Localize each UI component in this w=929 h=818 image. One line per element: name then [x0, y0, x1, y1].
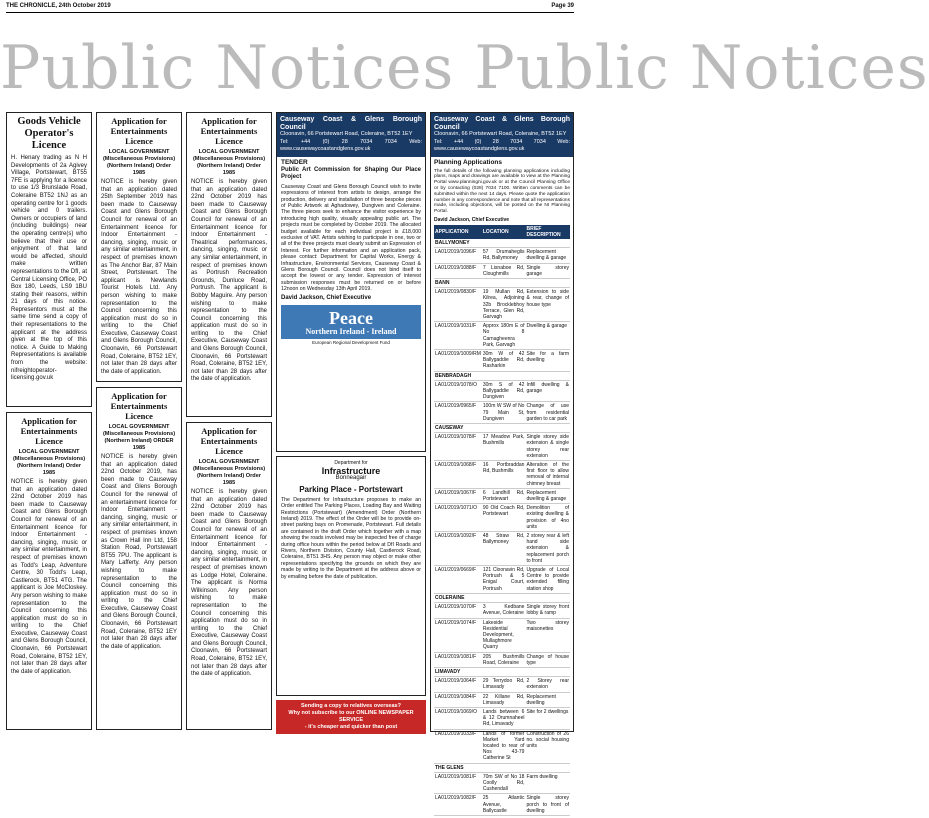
goods-vehicle-notice: [6, 112, 92, 407]
column-3: [186, 112, 272, 732]
table-cell: [482, 278, 526, 287]
table-cell: LA01/2019/1009/RM: [434, 349, 482, 371]
table-cell: LA01/2019/1067/F: [434, 488, 482, 503]
table-cell: Lands between 6 & 12 Drumnaheel Rd, Limavady: [482, 708, 525, 728]
area-heading-row: [434, 278, 570, 287]
entertainment-notice: [6, 412, 92, 730]
tender-signature: David Jackson, Chief Executive: [281, 294, 372, 301]
column-2: [96, 112, 182, 732]
council-address: Cloonavin, 66 Portstewart Road, Coleraine, BT52 1EY: [280, 131, 413, 138]
table-cell: 2 storey rear & left hand side extension & replacement porch to front: [526, 533, 569, 564]
table-cell: Change of use from residential garden to car park: [526, 403, 569, 422]
table-cell: LA01/2019/1088/F: [434, 263, 482, 278]
notice-title: Application for Entertainments Licence: [110, 116, 168, 146]
table-row: [434, 349, 570, 371]
table-cell: Lands of former Market Yard located to rear of Nos 43-79 Catherine St: [482, 730, 525, 762]
tender-subtitle: Public Art Commission for Shaping Our Place Project: [281, 166, 421, 181]
table-row: [434, 402, 570, 424]
tender-body: Causeway Coast and Glens Borough Council wish to invite expressions of interest from artists to design, arrange the production, delivery and installation of three bespoke pieces of Public Artwork at Aghadowey, Dungiven and Coleraine. The three pieces seek to enhance the visitor experience by introducing high quality, visually appealing public art. The projects must be completed by October 2019. The allocated budget available for each individual project is £18,000 exclusive of VAT. Artists wishing to participate in one, two or all of the three projects must clearly submit an Expression of Interest. For further information and an application pack, please contact: Department for Capital Works, Energy & Infrastructure, Environmental Services, Causeway Coast & Glens Borough Council. Council does not bind itself to accept the lowest or any tender. Expression of interest submission responses must be returned on or before 12noon on Wednesday 13th April 2019.: [281, 183, 421, 293]
council-contact: Tel: +44 (0) 28 7034 7034 Web: www.causewaycoastandglens.gov.uk: [280, 138, 422, 153]
table-cell: LA01/2019/1071/O: [434, 504, 482, 532]
table-row: [434, 263, 570, 278]
notice-body: NOTICE is hereby given that an application dated 22nd October 2019 has been made to Causeway Coast and Glens Borough Council for renewal of an Entertainment licence for Indoor Entertainment - Theatrical performances, dancing, singing, music or any similar entertainment, in respect of premises known as Portrush Recreation Grounds, Dunluce Road, Portrush. The applicant is Bobby Maguire. Any person wishing to make representation to the Council concerning this application must do so in writing to the Chief Executive, Causeway Coast and Glens Borough Council, Cloonavin, 66 Portstewart Road, Coleraine, BT52 1EY, not later than 28 days after the date of application.: [191, 179, 267, 383]
table-cell: Single storey garage: [526, 264, 569, 277]
column-header: APPLICATION: [434, 225, 482, 239]
notice-title: Application for Entertainments Licence: [20, 416, 78, 446]
table-cell: LA01/2019/1084/F: [434, 692, 482, 707]
area-heading-row: [434, 667, 570, 676]
planning-table: [434, 225, 570, 816]
table-row: [434, 707, 570, 729]
table-cell: THE GLENS: [434, 763, 482, 772]
table-row: [434, 772, 570, 794]
table-cell: LA01/2019/1068/F: [434, 461, 482, 489]
table-cell: COLERAINE: [434, 593, 482, 602]
table-row: [434, 288, 570, 322]
table-cell: [525, 239, 570, 248]
table-cell: [482, 424, 526, 433]
table-cell: 2 Storey rear extension: [526, 678, 569, 691]
council-name: Causeway Coast & Glens Borough Council: [280, 116, 422, 131]
notice-title: Application for Entertainments Licence: [200, 426, 258, 456]
table-cell: Construction of 26 no. social housing units: [525, 729, 570, 763]
tender-notice: [276, 112, 426, 452]
table-cell: Demolition of existing dwelling & provision of 4no units: [526, 505, 569, 530]
table-cell: BENBRADAGH: [434, 371, 482, 380]
table-cell: 22 Killane Rd, Limavady: [482, 693, 525, 706]
table-cell: LA01/2019/1069/O: [434, 707, 482, 729]
notice-title: Goods Vehicle Operator's Licence: [17, 116, 81, 151]
table-cell: 29 Terrydoo Rd, Limavady: [482, 678, 525, 691]
table-cell: 30m S of 42 Ballygaddie Rd, Dungiven: [482, 381, 525, 401]
table-cell: 70m SW of No 18 Coolly Rd, Cushendall: [482, 773, 525, 793]
parking-title: Parking Place - Portstewart: [299, 484, 403, 494]
council-address: Cloonavin, 66 Portstewart Road, Coleraine, BT52 1EY: [434, 131, 567, 138]
table-row: [434, 652, 570, 667]
table-cell: Replacement dwelling: [525, 692, 570, 707]
table-row: [434, 794, 570, 816]
table-cell: Single storey front lobby & ramp: [526, 604, 569, 617]
table-cell: [482, 371, 526, 380]
table-cell: Two storey maisonettes: [525, 618, 570, 652]
area-heading-row: [434, 763, 570, 772]
column-header: BRIEF DESCRIPTION: [525, 225, 570, 239]
table-cell: 7 Lisnaboe Rd, Cloughmills: [482, 264, 525, 277]
table-cell: LA01/2019/0965/F: [434, 402, 482, 424]
council-masthead: [277, 113, 425, 157]
table-cell: [482, 667, 526, 676]
table-cell: LA01/2019/1078/O: [434, 380, 482, 402]
planning-applications: [430, 112, 574, 814]
table-cell: Replacement dwelling & garage: [525, 248, 570, 263]
paper-date: THE CHRONICLE, 24th October 2019: [6, 3, 111, 9]
table-cell: Site for 2 dwellings: [525, 707, 570, 729]
notice-subtitle: LOCAL GOVERNMENT (Miscellaneous Provisions) (Northern Ireland) Order 1985: [12, 449, 86, 476]
ad-line-1: Sending a copy to relatives overseas?: [301, 703, 401, 709]
subscription-ad: [276, 700, 426, 734]
tender-title: TENDER: [281, 158, 308, 166]
table-row: [434, 603, 570, 618]
dept-label: Department for: [334, 460, 368, 466]
council-contact: Tel: +44 (0) 28 7034 7034 Web: www.causewaycoastandglens.gov.uk: [434, 138, 570, 153]
notice-body: H. Henary trading as N H Developments of 2a Agivey Village, Portstewart, BT55 7FE is applying for a licence to use 1/3 Brunslade Road, Coleraine BT52 1NJ as an operating centre for 1 goods vehicle and 0 trailers. Owners or occupiers of land (including buildings) near the operating centre(s) who believe that their use or enjoyment of that land would be affected, should make written representations to the DfI, at Central Licensing Office, PO Box 180, Leeds, LS9 1BU stating their reasons, within 21 days of this notice. Representors must at the same time send a copy of their representations to the applicant at the address given at the top of this notice. A Guide to Making Representations is available from the website: nifreightoperator-licensing.gov.uk: [11, 155, 87, 382]
table-cell: LIMAVADY: [434, 667, 482, 676]
table-cell: Alteration of the first floor to allow removal of internal chimney breast: [526, 462, 569, 487]
area-heading-row: [434, 371, 570, 380]
table-cell: 57 Drumaheglis Rd, Ballymoney: [482, 249, 525, 262]
table-cell: 30m W of 42 Ballygaddie Rd, Rasharkin: [482, 350, 525, 370]
table-cell: Extension to side & rear, change of house type: [525, 288, 570, 322]
table-cell: [525, 371, 570, 380]
table-cell: 19 Mullan Rd, Kilrea, Adjoining 32b Brocklebhoy Terrace, Glen Rd, Garvagh: [482, 289, 525, 320]
council-name: Causeway Coast & Glens Borough Council: [434, 116, 570, 131]
table-cell: Single storey side extension & single storey rear extension: [526, 434, 569, 459]
table-cell: Dwelling & garage: [525, 322, 570, 350]
notice-subtitle: LOCAL GOVERNMENT (Miscellaneous Provisions) (Northern Ireland) Order 1985: [192, 459, 266, 486]
table-cell: LA01/2019/1081/F: [434, 652, 482, 667]
table-cell: [482, 593, 526, 602]
area-heading-row: [434, 593, 570, 602]
table-cell: LA01/2019/1092/F: [434, 532, 482, 566]
planning-heading: Planning Applications: [434, 158, 503, 166]
table-cell: 17 Meadow Park, Bushmills: [482, 433, 526, 461]
table-cell: Lakeside Residential Development, Mullaghmore Quarry: [482, 618, 526, 652]
entertainment-notice: [186, 422, 272, 730]
table-cell: [525, 667, 570, 676]
table-row: [434, 618, 570, 652]
dept-name: Infrastructure: [321, 465, 381, 476]
table-cell: [525, 278, 570, 287]
entertainment-notice: [96, 112, 182, 382]
table-cell: LA01/2019/1033/F: [434, 729, 482, 763]
table-row: [434, 692, 570, 707]
table-cell: 25 Atlantic Avenue, Ballycastle: [482, 795, 525, 814]
table-cell: Single storey porch to front of dwelling: [526, 795, 569, 814]
entertainment-notice: [96, 387, 182, 730]
table-cell: [482, 763, 526, 772]
planning-signature: David Jackson, Chief Executive: [434, 216, 510, 223]
infrastructure-logo: [281, 460, 421, 483]
table-cell: CAUSEWAY: [434, 424, 482, 433]
table-cell: 121 Cloonavin Rd, Portrush & 5 Enigal Court, Portrush: [482, 567, 525, 592]
table-cell: 16 Portbraddan Rd, Bushmills: [482, 461, 526, 489]
table-row: [434, 504, 570, 532]
table-row: [434, 566, 570, 594]
table-cell: Infill dwelling & garage: [525, 380, 570, 402]
ad-line-2: Why not subscribe to our ONLINE NEWSPAPER SERVICE: [288, 710, 414, 723]
table-row: [434, 729, 570, 763]
table-row: [434, 461, 570, 489]
notice-subtitle: LOCAL GOVERNMENT (Miscellaneous Provisions) (Northern Ireland) ORDER 1985: [102, 424, 176, 451]
table-cell: 100m W SW of No 79 Main St, Dungiven: [482, 403, 525, 422]
table-row: [434, 380, 570, 402]
table-cell: 3 Kedbane Avenue, Coleraine: [482, 604, 525, 617]
table-cell: 205 Bushmills Road, Coleraine: [482, 653, 525, 666]
table-header-row: [434, 225, 570, 239]
section-banner: Public Notices Public Notices: [0, 33, 929, 103]
notice-subtitle: LOCAL GOVERNMENT (Miscellaneous Provisions) (Northern Ireland) Order 1985: [192, 149, 266, 176]
area-heading-row: [434, 424, 570, 433]
notice-body: NOTICE is hereby given that an application dated 25th September 2019 has been made to Causeway Coast and Glens Borough Council for renewal of an Entertainment licence for Indoor Entertainment - dancing, singing, music or any similar entertainment, in respect of premises known as The Anchor Bar, 87 Main Street, Portstewart. The applicant is Newlands Tourist Hotels Ltd. Any person wishing to make representation to the Council concerning this application must do so in writing to the Chief Executive, Causeway Coast and Glens Borough Council, Cloonavin, 66 Portstewart Road, Coleraine, BT52 1EY, not later than 28 days after the date of application.: [101, 179, 177, 375]
council-masthead: [431, 113, 573, 157]
table-row: [434, 532, 570, 566]
peace-subtitle: Northern Ireland - Ireland: [305, 327, 397, 337]
table-row: [434, 248, 570, 263]
table-cell: BALLYMONEY: [434, 239, 482, 248]
table-cell: [525, 763, 570, 772]
table-row: [434, 677, 570, 692]
peace-logo: [281, 305, 421, 339]
table-cell: LA01/2019/1074/F: [434, 618, 482, 652]
header-rule: [6, 12, 574, 13]
table-cell: Change of house type: [526, 653, 569, 666]
notice-body: NOTICE is hereby given that an application dated 22nd October 2019, has been made to Causeway Coast and Glens Borough Council for the renewal of an entertainment licence for Indoor Entertainment - dancing, singing, music or any similar entertainment, in respect of premises known as Crown Hall Inn Ltd, 158 Station Road, Portstewart BT55 7PU. The applicant is Mary Lafferty. Any person wishing to make representation to the Council concerning this application must do so in writing to the Chief Executive, Causeway Coast and Glens Borough Council, Cloonavin, 66 Portstewart Road, Coleraine, BT52 1EY not later than 28 days after the date of application.: [101, 454, 177, 650]
table-row: [434, 322, 570, 350]
column-header: LOCATION: [482, 225, 526, 239]
planning-intro: The full details of the following planning applications including plans, maps and drawings are available to view at the Planning Portal www.planningni.gov.uk or at the Council Planning Office or by contacting (028) 7034 7100. Written comments can be submitted within the next 14 days. Please quote the application number in any correspondence and note that all representations made, including objections, will be posted on the NI Planning Portal.: [434, 168, 570, 215]
parking-body: The Department for Infrastructure proposes to make an Order entitled The Parking Places, Loading Bay and Waiting Restrictions (Portstewart) (Amendment) Order (Northern Ireland) 2019. The effect of the Order will be to provide on-street parking bays on Promenade, Portstewart. Full details are contained in the draft Order which together with a map showing the roads involved may be inspected free of charge during office hours within the period below at DfI Roads and Rivers, Northern Division, County Hall, Castlerock Road, Coleraine, BT51 3HS. Any person may object or make other representations specifying the grounds on which they are made by writing to the Department at the address above or by emailing before the date of publication.: [281, 496, 421, 580]
column-5: [430, 112, 574, 814]
notice-title: Application for Entertainments Licence: [110, 391, 168, 421]
table-cell: 48 Straw Rd, Ballymoney: [482, 532, 526, 566]
table-cell: LA01/2019/0669/F: [434, 566, 482, 594]
table-row: [434, 488, 570, 503]
table-row: [434, 433, 570, 461]
area-heading-row: [434, 239, 570, 248]
table-cell: [525, 593, 570, 602]
table-cell: Site for a farm dwelling: [525, 349, 570, 371]
table-cell: 6 Landhill Rd, Portstewart: [482, 489, 525, 503]
table-cell: LA01/2019/1070/F: [434, 603, 482, 618]
table-cell: LA01/2019/1082/F: [434, 794, 482, 816]
table-cell: Farm dwelling: [525, 772, 570, 794]
table-cell: LA01/2019/1064/F: [434, 677, 482, 692]
table-cell: LA01/2019/0830/F: [434, 288, 482, 322]
page-header: [0, 0, 580, 12]
column-4: [276, 112, 426, 732]
table-cell: [525, 424, 570, 433]
table-cell: LA01/2019/1031/F: [434, 322, 482, 350]
table-cell: LA01/2019/1096/F: [434, 248, 482, 263]
notice-subtitle: LOCAL GOVERNMENT (Miscellaneous Provisions) (Northern Ireland) Order 1985: [102, 149, 176, 176]
table-cell: Upgrade of Local Centre to provide extended filling station shop: [526, 567, 569, 592]
table-cell: Approx 180m E of No 8 Carnagheenra Park, Garvagh: [482, 323, 525, 348]
planning-table-body: [434, 239, 570, 816]
notice-body: NOTICE is hereby given that an application dated 22nd October 2019 has been made to Causeway Coast and Glens Borough Council for renewal of an Entertainment licence for Indoor Entertainment - dancing, singing, music or any similar entertainment, in respect of premises known as Todd's Leap, Adventure Centre, 30 Todd's Leap, Castlerock, BT51 4TG. The applicant is Joe McCloskey. Any person wishing to make representation to the Council concerning this application must do so in writing to the Chief Executive, Causeway Coast and Glens Borough Council, Cloonavin, 66 Portstewart Road, Coleraine, BT52 1EY, not later than 28 days after the date of application.: [11, 479, 87, 675]
table-cell: LA01/2019/1081/F: [434, 772, 482, 794]
table-cell: BANN: [434, 278, 482, 287]
page-number: Page 39: [551, 3, 574, 9]
table-cell: LA01/2019/1078/F: [434, 433, 482, 461]
peace-title: Peace: [329, 308, 373, 329]
table-cell: 90 Old Coach Rd, Portstewart: [482, 504, 526, 532]
parking-notice: [276, 456, 426, 696]
column-1: [6, 112, 92, 732]
table-cell: Replacement dwelling & garage: [525, 488, 570, 503]
notice-title: Application for Entertainments Licence: [200, 116, 258, 146]
ad-line-3: - it's cheaper and quicker than post: [304, 724, 398, 730]
table-cell: [482, 239, 526, 248]
peace-note: European Regional Development Fund: [312, 339, 390, 345]
entertainment-notice: [186, 112, 272, 417]
notice-body: NOTICE is hereby given that an application dated 22nd October 2019 has been made to Causeway Coast and Glens Borough Council for renewal of an Entertainment licence for Indoor Entertainment - dancing, singing, music or any similar entertainment, in respect of premises known as Lodge Hotel, Coleraine. The applicant is Norma Wilkinson. Any person wishing to make representation to the Council concerning this application must do so in writing to the Chief Executive, Causeway Coast and Glens Borough Council, Cloonavin, 66 Portstewart Road, Coleraine, BT52 1EY, not later than 28 days after the date of application.: [191, 489, 267, 678]
dept-irish-name: Bonneagair: [335, 475, 367, 482]
